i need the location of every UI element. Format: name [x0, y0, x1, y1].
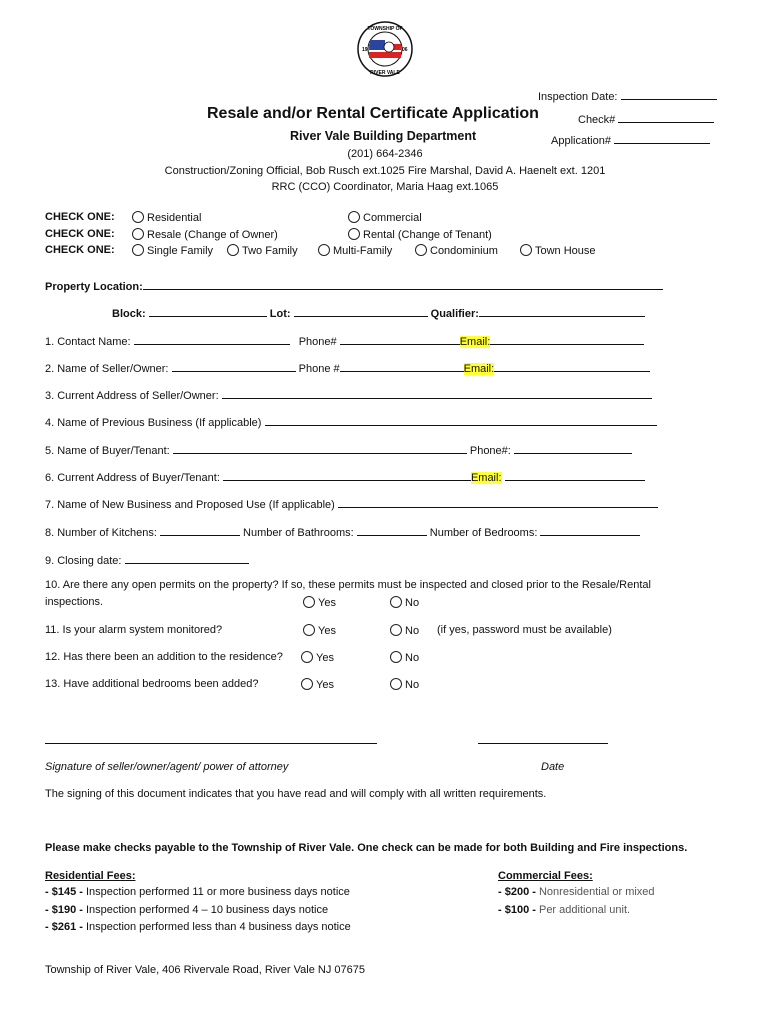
- inspection-date-label: Inspection Date:: [538, 91, 618, 103]
- question-11-note: (if yes, password must be available): [437, 624, 612, 636]
- seller-email-line[interactable]: [494, 360, 650, 372]
- radio-circle[interactable]: [415, 244, 427, 256]
- closing-date-row: [45, 552, 249, 567]
- block-label: Block:: [112, 308, 146, 320]
- property-location-field[interactable]: [45, 278, 663, 293]
- q12-no-radio[interactable]: [390, 651, 419, 664]
- radio-label: Yes: [318, 625, 336, 637]
- qualifier-line[interactable]: [479, 305, 645, 317]
- question-13-text: 13. Have additional bedrooms been added?: [45, 678, 259, 690]
- new-business-label: 7. Name of New Business and Proposed Use (If applicable): [45, 499, 335, 511]
- buyer-name-row: [45, 442, 632, 457]
- inspection-date-field[interactable]: [538, 88, 717, 103]
- radio-label: Rental (Change of Tenant): [363, 229, 492, 241]
- contact-email-line[interactable]: [490, 333, 644, 345]
- contact-name-row: [45, 333, 644, 348]
- radio-label: Condominium: [430, 245, 498, 257]
- qualifier-label: Qualifier:: [430, 308, 479, 320]
- svg-text:19: 19: [362, 47, 368, 53]
- question-12-text: 12. Has there been an addition to the residence?: [45, 651, 283, 663]
- q13-no-radio[interactable]: [390, 678, 419, 691]
- radio-circle[interactable]: [390, 596, 402, 608]
- previous-business-row: [45, 414, 657, 429]
- radio-label: Multi-Family: [333, 245, 393, 257]
- fee-amount: - $100 -: [498, 904, 536, 916]
- radio-circle[interactable]: [390, 651, 402, 663]
- radio-town-house[interactable]: [520, 244, 596, 257]
- closing-date-label: 9. Closing date:: [45, 555, 122, 567]
- block-line[interactable]: [149, 305, 267, 317]
- radio-label: Single Family: [147, 245, 214, 257]
- fee-amount: - $200 -: [498, 886, 536, 898]
- signature-line[interactable]: [45, 743, 377, 744]
- footer-address: Township of River Vale, 406 Rivervale Road, River Vale NJ 07675: [45, 964, 365, 976]
- signature-statement: The signing of this document indicates that you have read and will comply with all written requirements.: [45, 788, 547, 800]
- lot-label: Lot:: [269, 308, 291, 320]
- residential-fee-item: [45, 886, 350, 898]
- radio-label: Yes: [318, 597, 336, 609]
- radio-label: Two Family: [242, 245, 298, 257]
- closing-date-line[interactable]: [125, 552, 249, 564]
- check-label: Check#: [578, 114, 616, 126]
- contact-email-label: Email:: [459, 336, 491, 348]
- radio-circle[interactable]: [520, 244, 532, 256]
- bathrooms-label: Number of Bathrooms:: [243, 527, 354, 539]
- radio-two-family[interactable]: [227, 244, 298, 257]
- check-one-label: CHECK ONE:: [45, 211, 115, 223]
- svg-text:RIVER VALE: RIVER VALE: [370, 70, 400, 76]
- buyer-email-line[interactable]: [505, 469, 645, 481]
- radio-circle[interactable]: [301, 678, 313, 690]
- radio-residential[interactable]: [132, 211, 201, 224]
- new-business-line[interactable]: [338, 496, 658, 508]
- fee-amount: - $261 -: [45, 921, 83, 933]
- rrc-coordinator-line: RRC (CCO) Coordinator, Maria Haag ext.1065: [271, 181, 499, 193]
- commercial-fees-title: Commercial Fees:: [498, 870, 593, 882]
- bedrooms-line[interactable]: [540, 524, 640, 536]
- kitchens-label: 8. Number of Kitchens:: [45, 527, 157, 539]
- township-seal-logo: [356, 20, 414, 78]
- radio-label: Town House: [535, 245, 596, 257]
- buyer-address-row: [45, 469, 645, 484]
- check-line[interactable]: [618, 111, 714, 123]
- radio-circle[interactable]: [132, 244, 144, 256]
- fee-amount: - $145 -: [45, 886, 83, 898]
- officials-line: Construction/Zoning Official, Bob Rusch ext.1025 Fire Marshal, David A. Haenelt ext. 1201: [164, 165, 606, 177]
- buyer-phone-label: Phone#:: [469, 445, 511, 457]
- residential-fees-title: Residential Fees:: [45, 870, 136, 882]
- rooms-row: [45, 524, 640, 539]
- radio-circle[interactable]: [227, 244, 239, 256]
- fee-amount: - $190 -: [45, 904, 83, 916]
- check-number-field[interactable]: [578, 111, 714, 126]
- seller-address-line[interactable]: [222, 387, 652, 399]
- lot-line[interactable]: [294, 305, 428, 317]
- signature-date-line[interactable]: [478, 743, 608, 744]
- radio-label: Commercial: [363, 212, 422, 224]
- application-line[interactable]: [614, 132, 710, 144]
- radio-circle[interactable]: [348, 211, 360, 223]
- property-location-line[interactable]: [143, 278, 663, 290]
- kitchens-line[interactable]: [160, 524, 240, 536]
- radio-circle[interactable]: [301, 651, 313, 663]
- q10-yes-radio[interactable]: [303, 596, 336, 609]
- buyer-email-label: Email:: [470, 472, 502, 484]
- buyer-name-line[interactable]: [173, 442, 467, 454]
- seller-phone-label: Phone #: [298, 363, 340, 375]
- application-label: Application#: [551, 135, 611, 147]
- signature-label: Signature of seller/owner/agent/ power of attorney: [45, 761, 289, 773]
- radio-circle[interactable]: [132, 211, 144, 223]
- inspection-date-line[interactable]: [621, 88, 717, 100]
- seller-name-label: 2. Name of Seller/Owner:: [45, 363, 169, 375]
- fee-description: Inspection performed 11 or more business days notice: [82, 886, 350, 898]
- previous-business-line[interactable]: [265, 414, 657, 426]
- radio-condominium[interactable]: [415, 244, 498, 257]
- radio-label: No: [405, 597, 420, 609]
- question-11-text: 11. Is your alarm system monitored?: [45, 624, 223, 636]
- previous-business-label: 4. Name of Previous Business (If applicable): [45, 417, 262, 429]
- new-business-row: [45, 496, 658, 511]
- radio-label: No: [405, 679, 420, 691]
- q12-yes-radio[interactable]: [301, 651, 334, 664]
- bedrooms-label: Number of Bedrooms:: [429, 527, 538, 539]
- check-one-label: CHECK ONE:: [45, 244, 115, 256]
- buyer-address-line[interactable]: [223, 469, 471, 481]
- fee-description: Inspection performed 4 – 10 business days notice: [82, 904, 329, 916]
- block-lot-qualifier-row: [112, 305, 645, 320]
- radio-single-family[interactable]: [132, 244, 213, 257]
- fee-description: Inspection performed less than 4 business days notice: [82, 921, 351, 933]
- radio-circle[interactable]: [318, 244, 330, 256]
- buyer-address-label: 6. Current Address of Buyer/Tenant:: [45, 472, 220, 484]
- radio-label: Resale (Change of Owner): [147, 229, 278, 241]
- svg-text:TOWNSHIP OF: TOWNSHIP OF: [367, 26, 403, 32]
- seller-phone-line[interactable]: [340, 360, 464, 372]
- svg-text:06: 06: [402, 47, 408, 53]
- buyer-phone-line[interactable]: [514, 442, 632, 454]
- commercial-fee-item: [498, 904, 630, 916]
- contact-name-line[interactable]: [134, 333, 290, 345]
- radio-circle[interactable]: [348, 228, 360, 240]
- payment-instructions: Please make checks payable to the Township of River Vale. One check can be made for both Building and Fire inspections.: [45, 842, 688, 854]
- radio-circle[interactable]: [303, 624, 315, 636]
- q11-no-radio[interactable]: [390, 624, 419, 637]
- radio-circle[interactable]: [303, 596, 315, 608]
- contact-phone-line[interactable]: [340, 333, 460, 345]
- fee-description: Per additional unit.: [535, 904, 631, 916]
- radio-label: No: [405, 625, 420, 637]
- buyer-name-label: 5. Name of Buyer/Tenant:: [45, 445, 170, 457]
- seller-name-line[interactable]: [172, 360, 296, 372]
- application-number-field[interactable]: [551, 132, 710, 147]
- radio-commercial[interactable]: [348, 211, 422, 224]
- residential-fee-item: [45, 921, 351, 933]
- question-10-text-cont: inspections.: [45, 596, 104, 608]
- radio-multi-family[interactable]: [318, 244, 392, 257]
- q13-yes-radio[interactable]: [301, 678, 334, 691]
- radio-label: No: [405, 652, 420, 664]
- radio-circle[interactable]: [132, 228, 144, 240]
- contact-phone-label: Phone#: [298, 336, 337, 348]
- radio-label: Yes: [316, 652, 334, 664]
- page-title: Resale and/or Rental Certificate Application: [207, 105, 539, 122]
- commercial-fee-item: [498, 886, 655, 898]
- bathrooms-line[interactable]: [357, 524, 427, 536]
- radio-resale[interactable]: [132, 228, 278, 241]
- radio-label: Residential: [147, 212, 202, 224]
- seller-address-label: 3. Current Address of Seller/Owner:: [45, 390, 219, 402]
- seller-name-row: [45, 360, 650, 375]
- radio-rental[interactable]: [348, 228, 492, 241]
- residential-fee-item: [45, 904, 328, 916]
- department-name: River Vale Building Department: [290, 129, 477, 143]
- seller-email-label: Email:: [463, 363, 495, 375]
- seller-address-row: [45, 387, 652, 402]
- question-10-text: 10. Are there any open permits on the property? If so, these permits must be inspected and closed prior to the Resale/Rental: [45, 579, 651, 591]
- q11-yes-radio[interactable]: [303, 624, 336, 637]
- radio-circle[interactable]: [390, 678, 402, 690]
- property-location-label: Property Location:: [45, 281, 143, 293]
- radio-label: Yes: [316, 679, 334, 691]
- department-phone: (201) 664-2346: [347, 148, 423, 160]
- signature-date-label: Date: [541, 761, 565, 773]
- q10-no-radio[interactable]: [390, 596, 419, 609]
- radio-circle[interactable]: [390, 624, 402, 636]
- fee-description: Nonresidential or mixed: [535, 886, 655, 898]
- check-one-label: CHECK ONE:: [45, 228, 115, 240]
- contact-name-label: 1. Contact Name:: [45, 336, 131, 348]
